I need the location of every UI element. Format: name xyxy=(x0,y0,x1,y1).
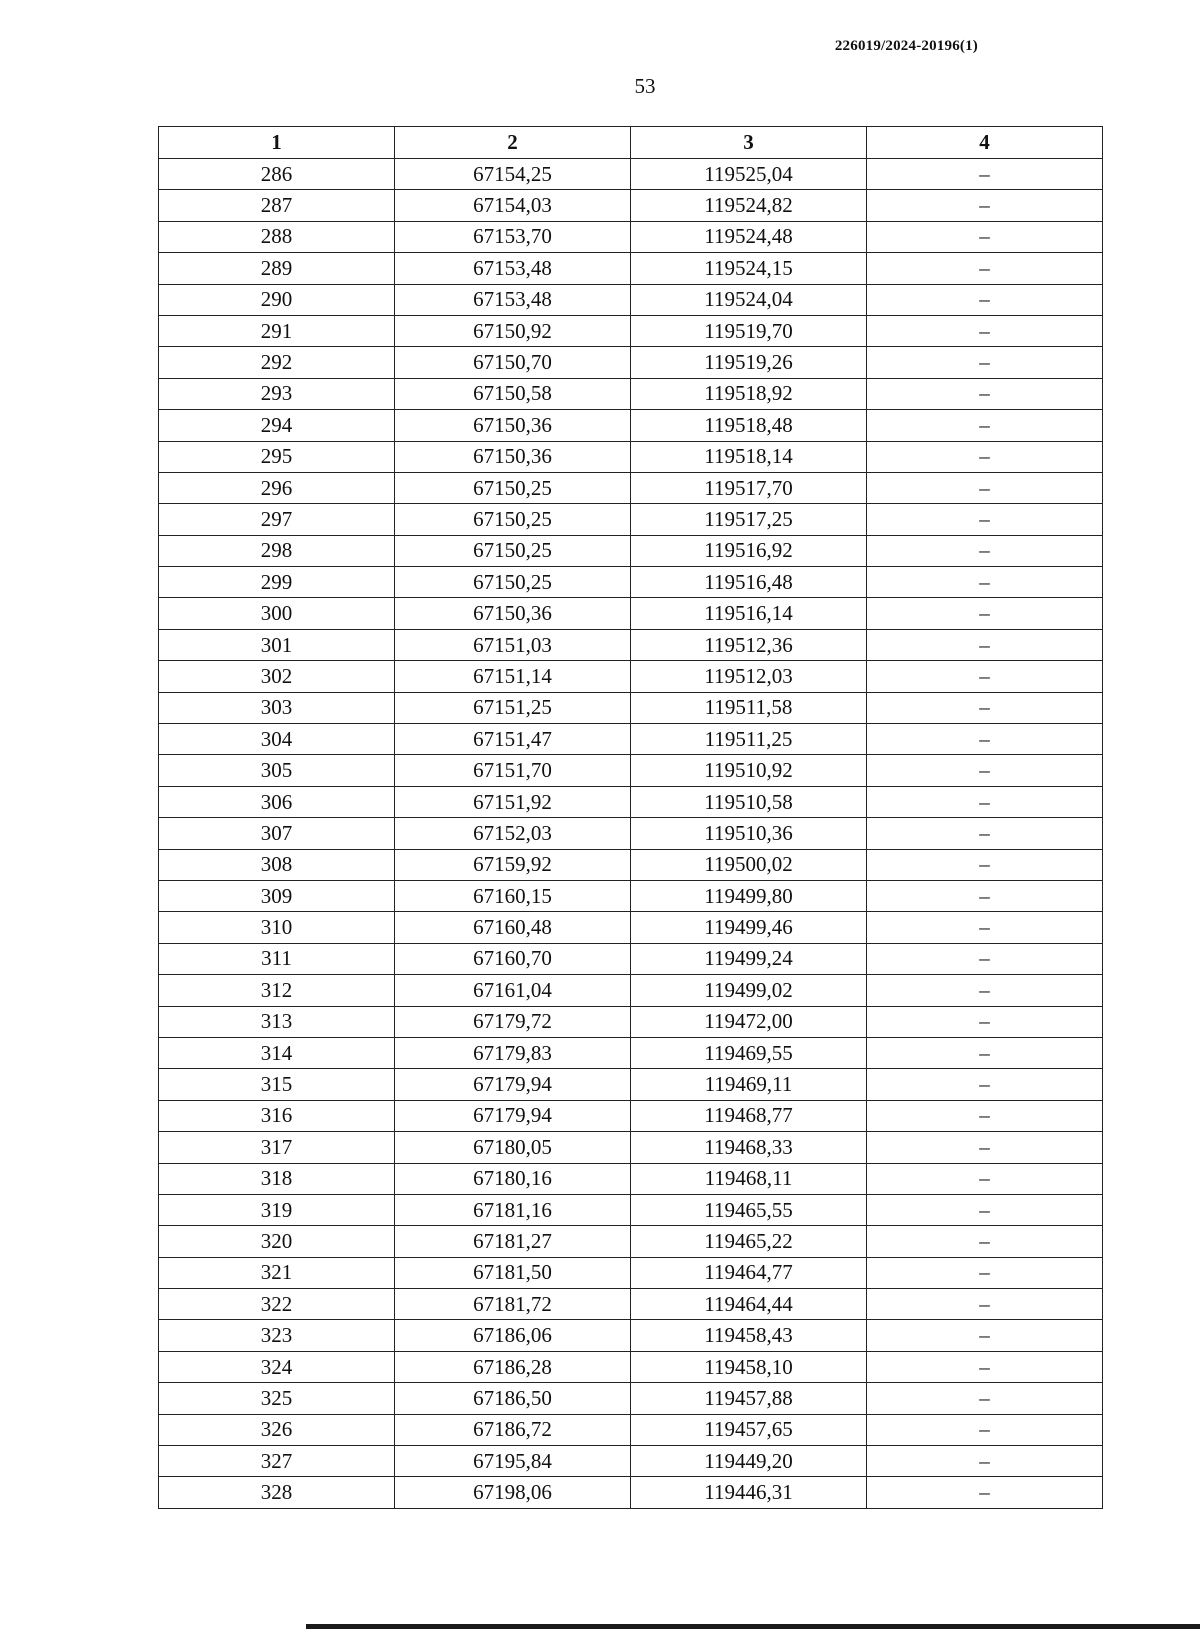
table-cell: 295 xyxy=(159,441,395,472)
table-row xyxy=(159,1351,1103,1382)
table-cell: – xyxy=(867,1006,1103,1037)
table-cell: 67181,16 xyxy=(395,1194,631,1225)
table-row xyxy=(159,1477,1103,1508)
table-cell: – xyxy=(867,221,1103,252)
table-cell: 119524,04 xyxy=(631,284,867,315)
table-row xyxy=(159,410,1103,441)
table-cell: 67186,72 xyxy=(395,1414,631,1445)
table-cell: 67150,36 xyxy=(395,410,631,441)
table-cell: – xyxy=(867,1320,1103,1351)
table-row xyxy=(159,1289,1103,1320)
table-cell: 67150,36 xyxy=(395,598,631,629)
table-cell: 119500,02 xyxy=(631,849,867,880)
table-cell: – xyxy=(867,347,1103,378)
table-cell: – xyxy=(867,535,1103,566)
table-cell: 119511,58 xyxy=(631,692,867,723)
table-row xyxy=(159,441,1103,472)
table-cell: 119516,14 xyxy=(631,598,867,629)
table-cell: – xyxy=(867,661,1103,692)
table-cell: 67151,14 xyxy=(395,661,631,692)
table-cell: 119499,80 xyxy=(631,880,867,911)
table-row xyxy=(159,1383,1103,1414)
table-cell: 119465,55 xyxy=(631,1194,867,1225)
table-cell: – xyxy=(867,159,1103,190)
table-cell: 67154,03 xyxy=(395,190,631,221)
table-cell: 67179,83 xyxy=(395,1037,631,1068)
table-cell: 67186,50 xyxy=(395,1383,631,1414)
table-row xyxy=(159,1100,1103,1131)
table-cell: 67160,15 xyxy=(395,880,631,911)
table-cell: 67159,92 xyxy=(395,849,631,880)
table-cell: 323 xyxy=(159,1320,395,1351)
table-cell: 67195,84 xyxy=(395,1446,631,1477)
table-cell: 119524,15 xyxy=(631,253,867,284)
table-cell: – xyxy=(867,943,1103,974)
table-header xyxy=(159,127,1103,159)
table-cell: 312 xyxy=(159,975,395,1006)
table-cell: 119510,92 xyxy=(631,755,867,786)
table-row xyxy=(159,284,1103,315)
table-cell: 119510,36 xyxy=(631,818,867,849)
table-cell: 318 xyxy=(159,1163,395,1194)
table-cell: 328 xyxy=(159,1477,395,1508)
table-cell: 322 xyxy=(159,1289,395,1320)
table-cell: 119499,24 xyxy=(631,943,867,974)
table-row xyxy=(159,880,1103,911)
table-cell: – xyxy=(867,1477,1103,1508)
table-row xyxy=(159,1414,1103,1445)
table-cell: – xyxy=(867,410,1103,441)
table-row xyxy=(159,1037,1103,1068)
table-cell: 119519,26 xyxy=(631,347,867,378)
table-cell: – xyxy=(867,1289,1103,1320)
table-cell: – xyxy=(867,1163,1103,1194)
table-cell: 67153,48 xyxy=(395,253,631,284)
table-cell: 308 xyxy=(159,849,395,880)
table-cell: – xyxy=(867,1132,1103,1163)
table-row xyxy=(159,943,1103,974)
table-cell: 119449,20 xyxy=(631,1446,867,1477)
table-row xyxy=(159,472,1103,503)
table-cell: 309 xyxy=(159,880,395,911)
table-cell: 119458,10 xyxy=(631,1351,867,1382)
table-cell: 296 xyxy=(159,472,395,503)
table-cell: 67180,05 xyxy=(395,1132,631,1163)
table-cell: 67150,25 xyxy=(395,504,631,535)
table-cell: – xyxy=(867,818,1103,849)
table-row xyxy=(159,849,1103,880)
table-cell: 119469,11 xyxy=(631,1069,867,1100)
table-cell: 317 xyxy=(159,1132,395,1163)
table-cell: 119518,92 xyxy=(631,378,867,409)
table-cell: 119525,04 xyxy=(631,159,867,190)
table-cell: 294 xyxy=(159,410,395,441)
table-cell: 119499,02 xyxy=(631,975,867,1006)
table-cell: 119516,92 xyxy=(631,535,867,566)
table-cell: 310 xyxy=(159,912,395,943)
table-cell: 320 xyxy=(159,1226,395,1257)
column-header: 1 xyxy=(159,127,395,159)
table-cell: 289 xyxy=(159,253,395,284)
table-cell: – xyxy=(867,1414,1103,1445)
table-cell: – xyxy=(867,284,1103,315)
table-cell: 67181,27 xyxy=(395,1226,631,1257)
table-cell: 299 xyxy=(159,567,395,598)
column-header: 3 xyxy=(631,127,867,159)
table-cell: 287 xyxy=(159,190,395,221)
table-cell: – xyxy=(867,1194,1103,1225)
table-row xyxy=(159,661,1103,692)
table-body xyxy=(159,159,1103,1509)
bottom-scan-edge xyxy=(306,1624,1200,1629)
table-cell: 290 xyxy=(159,284,395,315)
table-cell: 291 xyxy=(159,315,395,346)
table-cell: 67198,06 xyxy=(395,1477,631,1508)
table-row xyxy=(159,598,1103,629)
table-cell: – xyxy=(867,472,1103,503)
table-row xyxy=(159,221,1103,252)
table-cell: 67151,92 xyxy=(395,786,631,817)
table-cell: – xyxy=(867,786,1103,817)
table-cell: 325 xyxy=(159,1383,395,1414)
table-cell: 67150,70 xyxy=(395,347,631,378)
table-cell: 119524,82 xyxy=(631,190,867,221)
table-cell: 67152,03 xyxy=(395,818,631,849)
table-cell: 321 xyxy=(159,1257,395,1288)
table-cell: 119511,25 xyxy=(631,724,867,755)
table-row xyxy=(159,786,1103,817)
table-row xyxy=(159,315,1103,346)
table-cell: 303 xyxy=(159,692,395,723)
table-row xyxy=(159,1132,1103,1163)
table-cell: 119519,70 xyxy=(631,315,867,346)
table-row xyxy=(159,1446,1103,1477)
table-cell: 314 xyxy=(159,1037,395,1068)
table-cell: 307 xyxy=(159,818,395,849)
table-cell: 311 xyxy=(159,943,395,974)
table-cell: – xyxy=(867,1226,1103,1257)
table-cell: 67160,70 xyxy=(395,943,631,974)
table-cell: – xyxy=(867,315,1103,346)
table-row xyxy=(159,253,1103,284)
table-row xyxy=(159,818,1103,849)
table-cell: 119524,48 xyxy=(631,221,867,252)
table-cell: 292 xyxy=(159,347,395,378)
column-header: 4 xyxy=(867,127,1103,159)
table-cell: – xyxy=(867,849,1103,880)
table-row xyxy=(159,159,1103,190)
table-cell: – xyxy=(867,1069,1103,1100)
table-row xyxy=(159,1194,1103,1225)
table-row xyxy=(159,912,1103,943)
table-cell: 306 xyxy=(159,786,395,817)
table-cell: 326 xyxy=(159,1414,395,1445)
table-cell: 119468,33 xyxy=(631,1132,867,1163)
table-cell: – xyxy=(867,504,1103,535)
table-cell: 300 xyxy=(159,598,395,629)
table-cell: 119517,25 xyxy=(631,504,867,535)
table-cell: – xyxy=(867,598,1103,629)
table-cell: 67151,25 xyxy=(395,692,631,723)
table-header-row xyxy=(159,127,1103,159)
table-cell: 119510,58 xyxy=(631,786,867,817)
table-cell: 119464,77 xyxy=(631,1257,867,1288)
table-cell: 67150,25 xyxy=(395,535,631,566)
table-cell: – xyxy=(867,1037,1103,1068)
table-cell: 67161,04 xyxy=(395,975,631,1006)
table-cell: 313 xyxy=(159,1006,395,1037)
table-cell: – xyxy=(867,441,1103,472)
table-cell: – xyxy=(867,692,1103,723)
table-cell: 67150,58 xyxy=(395,378,631,409)
document-number: 226019/2024-20196(1) xyxy=(834,38,978,54)
table-cell: 67181,72 xyxy=(395,1289,631,1320)
table-row xyxy=(159,1320,1103,1351)
table-cell: 119512,36 xyxy=(631,629,867,660)
table-row xyxy=(159,975,1103,1006)
table-cell: 119457,88 xyxy=(631,1383,867,1414)
table-cell: – xyxy=(867,1446,1103,1477)
table-cell: 305 xyxy=(159,755,395,786)
table-cell: – xyxy=(867,1383,1103,1414)
table-cell: 119472,00 xyxy=(631,1006,867,1037)
table-row xyxy=(159,1226,1103,1257)
table-cell: – xyxy=(867,755,1103,786)
table-cell: 302 xyxy=(159,661,395,692)
table-cell: 119457,65 xyxy=(631,1414,867,1445)
table-cell: – xyxy=(867,1351,1103,1382)
table-cell: 67150,25 xyxy=(395,472,631,503)
table-cell: 119468,77 xyxy=(631,1100,867,1131)
table-cell: – xyxy=(867,724,1103,755)
table-cell: 119465,22 xyxy=(631,1226,867,1257)
table-cell: 288 xyxy=(159,221,395,252)
table-cell: 319 xyxy=(159,1194,395,1225)
table-cell: 316 xyxy=(159,1100,395,1131)
table-cell: 67151,47 xyxy=(395,724,631,755)
table-cell: 67154,25 xyxy=(395,159,631,190)
table-cell: 67186,28 xyxy=(395,1351,631,1382)
table-cell: 67179,94 xyxy=(395,1069,631,1100)
table-cell: 119468,11 xyxy=(631,1163,867,1194)
table-cell: 67181,50 xyxy=(395,1257,631,1288)
table-row xyxy=(159,567,1103,598)
table-cell: 119517,70 xyxy=(631,472,867,503)
table-cell: 67180,16 xyxy=(395,1163,631,1194)
table-row xyxy=(159,692,1103,723)
table-cell: 119458,43 xyxy=(631,1320,867,1351)
table-cell: 301 xyxy=(159,629,395,660)
coordinates-table xyxy=(158,126,1103,1509)
table-cell: 67153,48 xyxy=(395,284,631,315)
table-cell: 315 xyxy=(159,1069,395,1100)
table-cell: 298 xyxy=(159,535,395,566)
table-cell: 119518,14 xyxy=(631,441,867,472)
table-cell: – xyxy=(867,567,1103,598)
table-cell: 119512,03 xyxy=(631,661,867,692)
table-row xyxy=(159,629,1103,660)
table-cell: – xyxy=(867,1100,1103,1131)
table-row xyxy=(159,190,1103,221)
table-cell: – xyxy=(867,880,1103,911)
table-cell: 119499,46 xyxy=(631,912,867,943)
table-cell: 67151,03 xyxy=(395,629,631,660)
table-row xyxy=(159,378,1103,409)
table-row xyxy=(159,347,1103,378)
table-cell: 67160,48 xyxy=(395,912,631,943)
table-cell: 119518,48 xyxy=(631,410,867,441)
table-row xyxy=(159,504,1103,535)
table-cell: – xyxy=(867,629,1103,660)
table-cell: – xyxy=(867,912,1103,943)
page-number: 53 xyxy=(634,74,656,98)
table-cell: 67150,92 xyxy=(395,315,631,346)
table-row xyxy=(159,755,1103,786)
table-row xyxy=(159,724,1103,755)
table-cell: 67153,70 xyxy=(395,221,631,252)
table-row xyxy=(159,535,1103,566)
table-cell: 67179,72 xyxy=(395,1006,631,1037)
table-cell: 119446,31 xyxy=(631,1477,867,1508)
table-row xyxy=(159,1006,1103,1037)
table-cell: – xyxy=(867,1257,1103,1288)
table-row xyxy=(159,1069,1103,1100)
table-cell: 304 xyxy=(159,724,395,755)
table-cell: – xyxy=(867,253,1103,284)
table-cell: 324 xyxy=(159,1351,395,1382)
table-cell: 67150,25 xyxy=(395,567,631,598)
table-cell: 67186,06 xyxy=(395,1320,631,1351)
table-cell: 327 xyxy=(159,1446,395,1477)
table-cell: 119464,44 xyxy=(631,1289,867,1320)
table-cell: 119469,55 xyxy=(631,1037,867,1068)
table-cell: – xyxy=(867,975,1103,1006)
table-cell: 297 xyxy=(159,504,395,535)
table-cell: 67179,94 xyxy=(395,1100,631,1131)
column-header: 2 xyxy=(395,127,631,159)
table-cell: 119516,48 xyxy=(631,567,867,598)
table-row xyxy=(159,1257,1103,1288)
table-cell: 67150,36 xyxy=(395,441,631,472)
table-row xyxy=(159,1163,1103,1194)
table-cell: – xyxy=(867,378,1103,409)
table-cell: 286 xyxy=(159,159,395,190)
table-cell: 293 xyxy=(159,378,395,409)
table-cell: – xyxy=(867,190,1103,221)
table-cell: 67151,70 xyxy=(395,755,631,786)
